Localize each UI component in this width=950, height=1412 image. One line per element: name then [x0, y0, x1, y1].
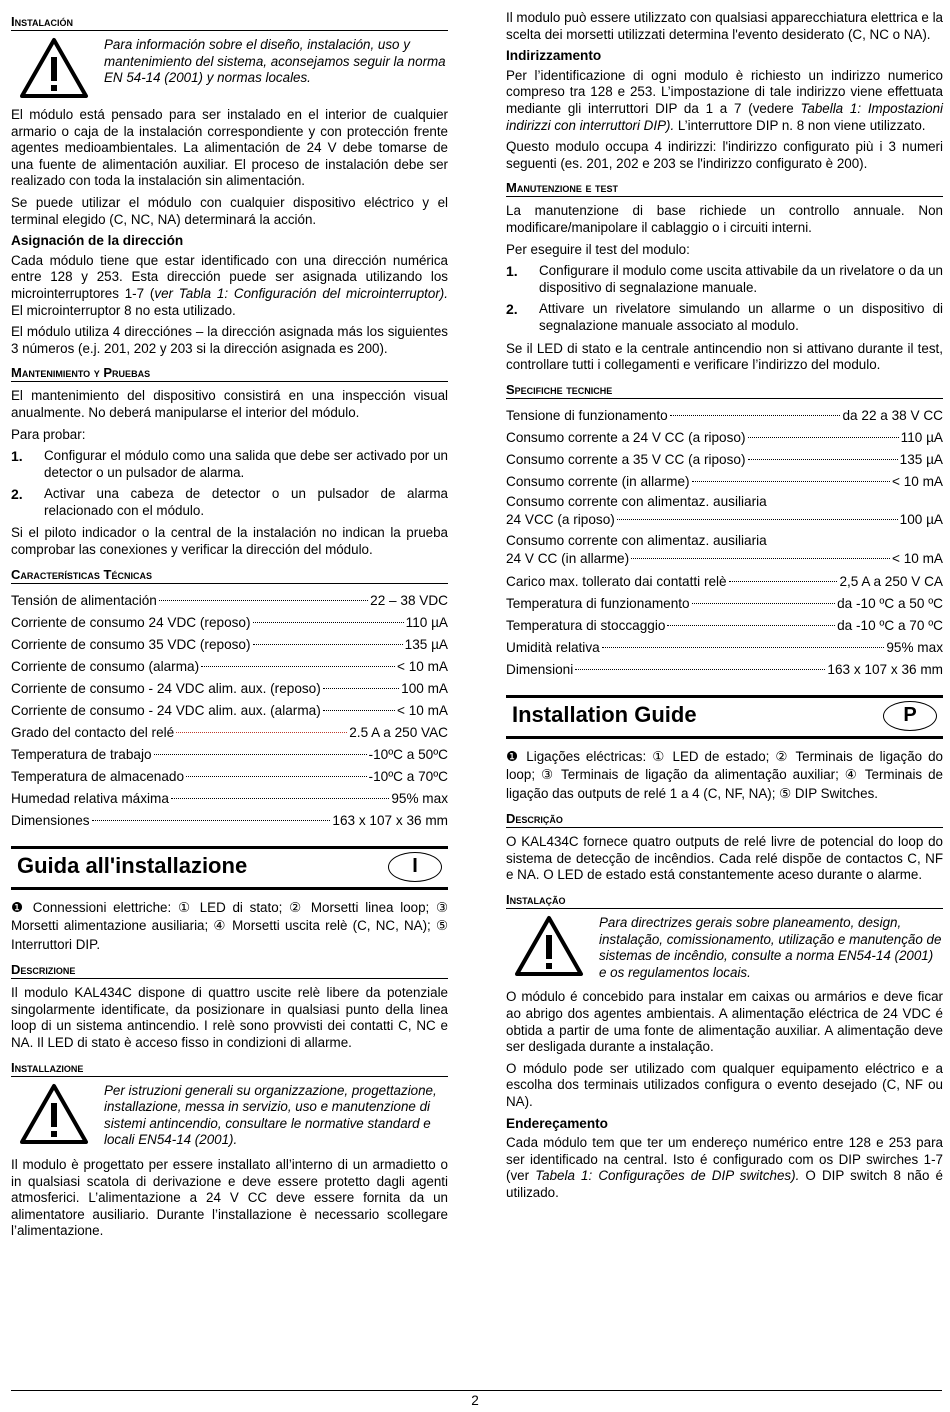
- list-item: [506, 301, 943, 334]
- spec-key: Temperatura di funzionamento: [506, 595, 690, 611]
- pt-language-badge: P: [883, 701, 937, 731]
- es-test-intro: Para probar:: [11, 426, 86, 442]
- spec-key: Corriente de consumo - 24 VDC alim. aux. (reposo): [11, 680, 321, 696]
- es-warning-text: Para información sobre el diseño, instalación, uso y mantenimiento del sistema, aconsejamos seguir la norma EN 54-14 (2001) y normas locales.: [104, 37, 446, 86]
- spec-row: [11, 810, 448, 832]
- es-address-paragraph: [11, 253, 448, 319]
- warning-triangle-icon: [19, 1083, 89, 1145]
- it-specs-heading: Specifiche tecniche: [506, 382, 943, 399]
- spec-value: da -10 ºC a 70 ºC: [837, 617, 943, 633]
- spec-value: < 10 mA: [891, 550, 943, 566]
- spec-key: Temperatura de trabajo: [11, 746, 152, 762]
- spec-row: [11, 634, 448, 656]
- spec-row: [506, 405, 943, 427]
- list-item: [506, 263, 943, 296]
- pt-warning-block: [506, 915, 943, 981]
- es-address-text-b: El microinterruptor 8 no esta utilizado.: [11, 302, 236, 318]
- it-check-paragraph: Se il LED di stato e la centrale antincendio non si attivano durante il test, controllare tutti i collegamenti e verificare l’indirizzo del modulo.: [506, 340, 943, 373]
- step-text: Configurare il modulo come uscita attivabile da un rivelatore o da un dispositivo di segnalazione manuale.: [539, 263, 943, 295]
- spec-key: Consumo corrente (in allarme): [506, 473, 690, 489]
- spec-value: 110 µA: [900, 429, 943, 445]
- spec-value: < 10 mA: [396, 702, 448, 718]
- spec-key-line2: 24 VCC (a riposo): [506, 511, 615, 527]
- spec-key: Dimensioni: [506, 661, 574, 677]
- list-item: [11, 448, 448, 481]
- spec-key: Consumo corrente con alimentaz. ausiliaria: [506, 532, 767, 548]
- pt-address-heading: Endereçamento: [506, 1115, 608, 1131]
- spec-value: da -10 ºC a 50 ºC: [837, 595, 943, 611]
- spec-value: 100 µA: [899, 511, 943, 527]
- es-device-paragraph: Se puede utilizar el módulo con cualquier dispositivo eléctrico y el terminal elegido (C, NC, NA) determinará la acción.: [11, 194, 448, 227]
- es-address-heading: Asignación de la dirección: [11, 233, 184, 249]
- spec-row: [11, 788, 448, 810]
- spec-value: 95% max: [886, 639, 943, 655]
- es-address-table-ref: ver Tabla 1: Configuración del microinterruptor).: [154, 285, 448, 301]
- spec-key: Grado del contacto del relé: [11, 724, 175, 740]
- it-device-paragraph: Il modulo può essere utilizzato con qualsiasi apparecchiatura elettrica e la scelta dei morsetti utilizzati determina l'evento desiderato (C, NC o NA).: [506, 10, 943, 42]
- spec-value: 2.5 A a 250 VAC: [349, 724, 448, 740]
- spec-value: 95% max: [391, 790, 448, 806]
- spec-key: Consumo corrente a 24 V CC (a riposo): [506, 429, 746, 445]
- warning-triangle-icon: [19, 37, 89, 99]
- step-text: Activar una cabeza de detector o un pulsador de alarma relacionado con el módulo.: [44, 486, 448, 518]
- spec-row: [11, 722, 448, 744]
- spec-value: -10ºC a 50ºC: [368, 746, 448, 762]
- it-language-badge: I: [388, 852, 442, 882]
- spec-row: [506, 493, 943, 529]
- spec-value: < 10 mA: [891, 473, 943, 489]
- page-number: 2: [471, 1393, 479, 1408]
- pt-description-paragraph: O KAL434C fornece quatro outputs de relé livre de potencial do loop do sistema de detecção de incêndios. Cada relé dispõe de contactos C, NF e NA. O LED de estado está constantemente aceso durante o alarme.: [506, 834, 943, 883]
- spec-key: Temperatura de almacenado: [11, 768, 185, 784]
- it-description-paragraph: Il modulo KAL434C dispone di quattro uscite relè libere da potenziale singolarmente identificate, da posizionare in qualsiasi punto della linea loop di un sistema antincendio. I relè sono provvisti dei contatti C, NC e NA. Il LED di stato è acceso fisso in condizioni di allarme.: [11, 985, 448, 1050]
- spec-row: [11, 590, 448, 612]
- spec-row: [506, 593, 943, 615]
- it-address-table-ref: Tabella 1: Impostazioni indirizzi con interruttori DIP).: [506, 100, 944, 133]
- it-specs-list: [506, 405, 943, 681]
- pt-address-paragraph: [506, 1135, 943, 1201]
- spec-value: 110 µA: [405, 614, 448, 630]
- spec-row: [506, 471, 943, 493]
- spec-row: [11, 612, 448, 634]
- es-specs-list: [11, 590, 448, 832]
- it-installation-heading: Installazione: [11, 1060, 448, 1077]
- spec-key: Corriente de consumo - 24 VDC alim. aux. (alarma): [11, 702, 321, 718]
- spec-value: < 10 mA: [396, 658, 448, 674]
- es-addresses-paragraph: El módulo utiliza 4 direcciónes – la dirección asignada más los siguientes 3 números (e.j. 201, 202 y 203 si la dirección asignada es 200).: [11, 324, 448, 356]
- it-test-intro: Per eseguire il test del modulo:: [506, 241, 690, 257]
- spec-row: [506, 637, 943, 659]
- es-specs-heading: Características Técnicas: [11, 567, 448, 584]
- spec-value: 135 µA: [404, 636, 448, 652]
- step-number: 1.: [506, 263, 518, 280]
- it-warning-block: [11, 1083, 448, 1149]
- spec-key: Tensión de alimentación: [11, 592, 157, 608]
- spec-row: [11, 656, 448, 678]
- spec-key: Dimensiones: [11, 812, 90, 828]
- spec-key: Humedad relativa máxima: [11, 790, 169, 806]
- step-text: Attivare un rivelatore simulando un allarme o un dispositivo di segnalazione manuale associato al modulo.: [539, 301, 943, 333]
- pt-connections: ❶ Ligações eléctricas: ① LED de estado; ② Terminais de ligação do loop; ③ Terminais de ligação da alimentação auxiliar; ④ Terminais de ligação das outputs de relé 1 a 4 (C, NF, NA); ⑤ DIP Switches.: [506, 748, 943, 801]
- spec-key: Corriente de consumo (alarma): [11, 658, 200, 674]
- spec-value: da 22 a 38 V CC: [842, 407, 943, 423]
- spec-row: [506, 427, 943, 449]
- pt-device-paragraph: O módulo pode ser utilizado com qualquer equipamento eléctrico e a escolha dos terminais utilizados configura o evento desejado (C, NF ou NA).: [506, 1060, 943, 1109]
- spec-key-line2: 24 V CC (in allarme): [506, 550, 630, 566]
- spec-key: Consumo corrente con alimentaz. ausiliaria: [506, 493, 767, 509]
- pt-installation-heading: Instalação: [506, 892, 943, 909]
- spec-key: Consumo corrente a 35 V CC (a riposo): [506, 451, 746, 467]
- it-maintenance-paragraph: La manutenzione di base richiede un controllo annuale. Non modificare/manipolare il cablaggio o i circuiti interni.: [506, 203, 943, 235]
- it-install-paragraph: Il modulo è progettato per essere installato all’interno di un armadietto o in qualsiasi scatola di derivazione e deve essere protetto dagli agenti atmosferici. L’alimentazione a 24 V CC deve essere fornita da un alimentatore ausiliario. Durante l’installazione è necessario scollegare l’alimentazione.: [11, 1156, 448, 1239]
- spec-value: -10ºC a 70ºC: [368, 768, 448, 784]
- it-connections: ❶ Connessioni elettriche: ① LED di stato; ② Morsetti linea loop; ③ Morsetti alimentazione ausiliaria; ④ Morsetti uscita relè (C, NC, NA); ⑤ Interruttori DIP.: [11, 899, 448, 952]
- it-test-steps: [506, 263, 943, 334]
- pt-guide-title: Installation Guide: [512, 702, 697, 728]
- it-guide-title: Guida all'installazione: [17, 853, 248, 879]
- spec-value: 100 mA: [401, 680, 448, 696]
- spec-row: [11, 766, 448, 788]
- pt-address-table-ref: Tabela 1: Configurações de DIP switches).: [535, 1168, 800, 1184]
- pt-description-heading: Descrição: [506, 811, 943, 828]
- it-addresses-paragraph: Questo modulo occupa 4 indirizzi: l'indirizzo configurato più i 3 numeri seguenti (es. 201, 202 e 203 se l'indirizzo configurato è 200).: [506, 139, 943, 171]
- es-check-paragraph: Si el piloto indicador o la central de la instalación no indican la prueba comprobar las conexiones y verificar la dirección del módulo.: [11, 525, 448, 558]
- it-description-heading: Descrizione: [11, 962, 448, 979]
- it-guide-header: [11, 846, 448, 890]
- spec-row: [11, 700, 448, 722]
- it-warning-text: Per istruzioni generali su organizzazione, progettazione, installazione, messa in servizio, uso e manutenzione di sistemi antincendio, consultare le normative standard e locali EN54-14 (2001).: [104, 1082, 437, 1148]
- it-address-text-b: L’interruttore DIP n. 8 non viene utilizzato.: [674, 117, 926, 133]
- spec-row: [506, 615, 943, 637]
- step-number: 2.: [11, 486, 23, 503]
- spec-value: 163 x 107 x 36 mm: [827, 661, 943, 677]
- es-test-steps: [11, 448, 448, 519]
- spec-value: 22 – 38 VDC: [370, 592, 448, 608]
- it-address-text-a: Per l’identificazione di ogni modulo è richiesto un indirizzo numerico compreso tra 128 e 253. L’impostazione di tale indirizzo viene effettuata mediante gli interruttori DIP da 1 a 7 (vedere: [506, 67, 943, 116]
- es-address-text-a: Cada módulo tiene que estar identificado con una dirección numérica entre 128 y 253. Esta dirección puede ser asignada utilizando los microinterruptores 1-7 (: [11, 252, 448, 301]
- es-install-paragraph: El módulo está pensado para ser instalado en el interior de cualquier armario o caja de la instalación correspondiente y con protección frente agentes medioambientales. La alimentación de 24 V debe tomarse de una fuente de alimentación auxiliar. El proceso de instalación debe ser realizado con toda la instalación sin alimentación.: [11, 107, 448, 189]
- pt-guide-header: [506, 695, 943, 739]
- spec-row: [506, 659, 943, 681]
- pt-address-text-b: O DIP switch 8 não é utilizado.: [506, 1168, 943, 1200]
- footer-rule: [11, 1390, 942, 1391]
- spec-key: Umidità relativa: [506, 639, 600, 655]
- warning-triangle-icon: [514, 915, 584, 977]
- it-maintenance-heading: Manutenzione e test: [506, 180, 943, 197]
- left-column: [11, 10, 448, 1245]
- spec-row: [11, 678, 448, 700]
- step-number: 2.: [506, 301, 518, 318]
- spec-key: Carico max. tollerato dai contatti relè: [506, 573, 727, 589]
- pt-warning-text: Para directrizes gerais sobre planeamento, design, instalação, comissionamento, utilização e manutenção de sistemas de incêndio, consulte a norma EN54-14 (2001) e os regulamentos locais.: [599, 914, 942, 980]
- step-text: Configurar el módulo como una salida que debe ser activado por un detector o un pulsador de alarma.: [44, 448, 448, 480]
- step-number: 1.: [11, 448, 23, 465]
- spec-key: Corriente de consumo 35 VDC (reposo): [11, 636, 251, 652]
- spec-row: [11, 744, 448, 766]
- spec-key: Corriente de consumo 24 VDC (reposo): [11, 614, 251, 630]
- list-item: [11, 486, 448, 519]
- pt-install-paragraph: O módulo é concebido para instalar em caixas ou armários e deve ficar ao abrigo dos agentes ambientais. A alimentação eléctrica de 24 VDC é obtida a partir de uma fonte de alimentação auxiliar. A alimentação deve ser desligada durante a instalação.: [506, 989, 943, 1055]
- spec-key: Temperatura di stoccaggio: [506, 617, 666, 633]
- spec-row: [506, 571, 943, 593]
- es-warning-block: [11, 37, 448, 99]
- es-installation-heading: Instalación: [11, 14, 448, 31]
- es-maintenance-heading: Mantenimiento y Pruebas: [11, 365, 448, 382]
- it-address-paragraph: [506, 68, 943, 134]
- right-column: [506, 10, 943, 1206]
- spec-value: 2,5 A a 250 V CA: [839, 573, 943, 589]
- spec-key: Tensione di funzionamento: [506, 407, 668, 423]
- pt-address-text-a: Cada módulo tem que ter um endereço numérico entre 128 e 253 para ser identificado na central. Isto é configurado com os DIP swirches 1-7 (ver: [506, 1135, 943, 1184]
- spec-row: [506, 449, 943, 471]
- es-maintenance-paragraph: El mantenimiento del dispositivo consistirá en una inspección visual anualmente. No deberá manipularse el interior del módulo.: [11, 388, 448, 420]
- it-address-heading: Indirizzamento: [506, 48, 602, 64]
- spec-value: 135 µA: [899, 451, 943, 467]
- spec-value: 163 x 107 x 36 mm: [332, 812, 448, 828]
- spec-row: [506, 532, 943, 568]
